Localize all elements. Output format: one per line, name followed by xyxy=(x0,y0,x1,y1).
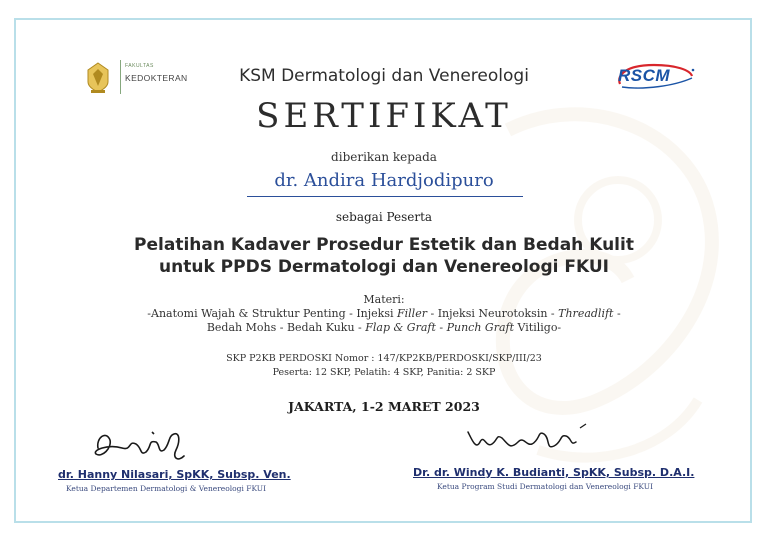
signature-1-image xyxy=(88,418,198,468)
materi-italic-term: Filler xyxy=(397,307,427,320)
materi-text: -Anatomi Wajah & Struktur Penting - Injeksi xyxy=(147,307,398,320)
course-title xyxy=(0,234,768,278)
materi-italic-term: Flap & Graft xyxy=(365,321,436,334)
materi-italic-term: Threadlift xyxy=(558,307,614,320)
materi-italic-term: Punch Graft xyxy=(446,321,515,334)
rscm-logo: RSCM xyxy=(618,66,671,85)
skp-points: Peserta: 12 SKP, Pelatih: 4 SKP, Panitia: 2 SKP xyxy=(272,367,496,378)
materi-text: Bedah Mohs - Bedah Kuku - xyxy=(206,321,366,334)
course-title-line-2: untuk PPDS Dermatologi dan Venereologi FKUI xyxy=(159,257,609,277)
place-and-date: JAKARTA, 1-2 MARET 2023 xyxy=(288,399,480,414)
materi-text: - Injeksi Neurotoksin - xyxy=(426,307,559,320)
signatory-1-name: dr. Hanny Nilasari, SpKK, Subsp. Ven. xyxy=(58,468,291,481)
signatory-2-name: Dr. dr. Windy K. Budianti, SpKK, Subsp. D.A.I. xyxy=(413,466,695,479)
materi-line-1 xyxy=(0,307,768,321)
department-heading: KSM Dermatologi dan Venereologi xyxy=(239,66,529,86)
skp-info xyxy=(0,352,768,380)
signature-2-image xyxy=(462,420,592,462)
signatory-2-title: Ketua Program Studi Dermatologi dan Venereologi FKUI xyxy=(437,482,654,491)
faculty-name: KEDOKTERAN xyxy=(125,73,188,83)
course-title-line-1: Pelatihan Kadaver Prosedur Estetik dan Bedah Kulit xyxy=(134,235,634,255)
materi-section xyxy=(0,293,768,335)
skp-number: SKP P2KB PERDOSKI Nomor : 147/KP2KB/PERDOSKI/SKP/III/23 xyxy=(226,353,542,364)
recipient-name: dr. Andira Hardjodipuro xyxy=(274,170,494,191)
faculty-label: FAKULTAS xyxy=(125,63,154,69)
materi-label: Materi: xyxy=(363,293,405,306)
materi-text: Vitiligo- xyxy=(514,321,562,334)
recipient-underline xyxy=(247,196,523,197)
materi-text: - xyxy=(435,321,447,334)
participant-role: sebagai Peserta xyxy=(335,210,433,224)
materi-text: - xyxy=(613,307,621,320)
certificate-title: SERTIFIKAT xyxy=(256,96,512,136)
materi-line-2 xyxy=(0,321,768,335)
signatory-1-title: Ketua Departemen Dermatologi & Venereologi FKUI xyxy=(66,484,267,493)
given-to-text: diberikan kepada xyxy=(331,150,437,164)
